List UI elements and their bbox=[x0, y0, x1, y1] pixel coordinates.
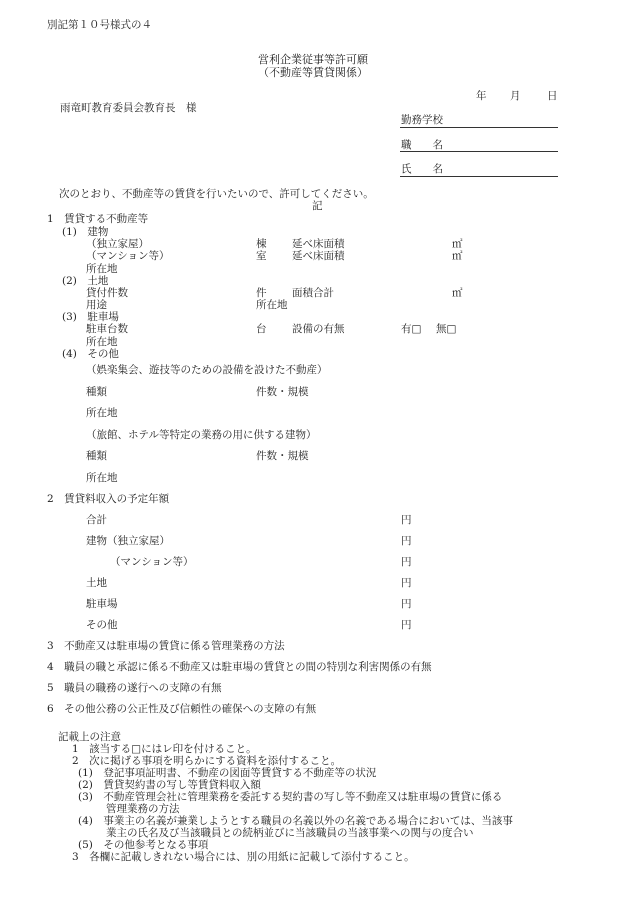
s3-no-checkbox[interactable]: 無□ bbox=[436, 323, 457, 335]
income-land-unit: 円 bbox=[401, 577, 412, 589]
income-total-unit: 円 bbox=[401, 514, 412, 526]
position-line[interactable] bbox=[400, 151, 558, 152]
s3-count: 駐車台数 bbox=[86, 323, 128, 335]
date-day: 日 bbox=[547, 90, 558, 102]
s4-location1: 所在地 bbox=[86, 407, 118, 419]
s1-location: 所在地 bbox=[86, 263, 118, 275]
income-other-unit: 円 bbox=[401, 619, 412, 631]
income-total-label: 合計 bbox=[86, 514, 107, 526]
addressee: 雨竜町教育委員会教育長 様 bbox=[60, 102, 197, 114]
income-parking-unit: 円 bbox=[401, 598, 412, 610]
income-mansion-label: （マンション等） bbox=[110, 556, 194, 568]
s2-location: 所在地 bbox=[256, 299, 288, 311]
note-2-sub1: (1) 登記事項証明書、不動産の図面等賃貸する不動産等の状況 bbox=[78, 767, 377, 779]
s4-type2: 種類 bbox=[86, 450, 107, 462]
s1-detached-area: 延べ床面積 bbox=[292, 238, 345, 250]
s2-land-label: (2) 土地 bbox=[62, 275, 109, 287]
s3-location: 所在地 bbox=[86, 336, 118, 348]
s1-mansion-area: 延べ床面積 bbox=[292, 250, 345, 262]
s1-detached-m2: ㎡ bbox=[452, 238, 463, 250]
s3-yes-checkbox[interactable]: 有□ bbox=[401, 323, 422, 335]
note-1: 1 該当する□にはレ印を付けること。 bbox=[72, 743, 257, 755]
date-month: 月 bbox=[510, 90, 521, 102]
note-2-sub4: (4) 事業主の名義が兼業しようとする職員の名義以外の名義である場合においては、当該事 bbox=[78, 815, 513, 827]
s4-other-label: (4) その他 bbox=[62, 348, 119, 360]
section4-heading: 4 職員の職と承認に係る不動産又は駐車場の賃貸との間の特別な利害関係の有無 bbox=[47, 661, 432, 673]
income-mansion-unit: 円 bbox=[401, 556, 412, 568]
note-2-sub3-cont: 管理業務の方法 bbox=[106, 803, 180, 815]
ki-mark: 記 bbox=[312, 200, 323, 212]
s4-count-scale1: 件数・規模 bbox=[256, 386, 309, 398]
note-3: 3 各欄に記載しきれない場合には、別の用紙に記載して添付すること。 bbox=[72, 851, 415, 863]
section1-heading: 1 賃貸する不動産等 bbox=[47, 213, 149, 225]
section2-heading: 2 賃貸料収入の予定年額 bbox=[47, 493, 170, 505]
notes-heading: 記載上の注意 bbox=[58, 731, 121, 743]
school-line[interactable] bbox=[400, 127, 558, 128]
s4-count-scale2: 件数・規模 bbox=[256, 450, 309, 462]
s1-mansion-unit: 室 bbox=[256, 250, 267, 262]
name-label: 氏 名 bbox=[401, 163, 443, 175]
s1-detached-unit: 棟 bbox=[256, 238, 267, 250]
s4-entertainment: （娯楽集会、遊技等のための設備を設けた不動産） bbox=[86, 364, 328, 376]
intro-text: 次のとおり、不動産等の賃貸を行いたいので、許可してください。 bbox=[59, 188, 374, 200]
form-number: 別記第１０号様式の４ bbox=[47, 19, 152, 31]
s4-type1: 種類 bbox=[86, 386, 107, 398]
s2-m2: ㎡ bbox=[452, 287, 463, 299]
income-land-label: 土地 bbox=[86, 577, 107, 589]
s4-hotel: （旅館、ホテル等特定の業務の用に供する建物） bbox=[86, 429, 317, 441]
note-2-sub4-cont: 業主の氏名及び当該職員との続柄並びに当該職員の当該事業への関与の度合い bbox=[106, 827, 474, 839]
s3-count-unit: 台 bbox=[256, 323, 267, 335]
name-line[interactable] bbox=[400, 176, 558, 177]
section5-heading: 5 職員の職務の遂行への支障の有無 bbox=[47, 682, 222, 694]
s1-detached: （独立家屋） bbox=[86, 238, 149, 250]
section6-heading: 6 その他公務の公正性及び信頼性の確保への支障の有無 bbox=[47, 703, 317, 715]
form-subtitle: （不動産等賃貸関係） bbox=[258, 66, 368, 79]
note-2-sub3: (3) 不動産管理会社に管理業務を委託する契約書の写し等不動産又は駐車場の賃貸に係る bbox=[78, 791, 503, 803]
s1-mansion-m2: ㎡ bbox=[452, 250, 463, 262]
date-year: 年 bbox=[476, 90, 487, 102]
s2-count: 貸付件数 bbox=[86, 287, 128, 299]
income-other-label: その他 bbox=[86, 619, 118, 631]
income-parking-label: 駐車場 bbox=[86, 598, 118, 610]
note-2-sub2: (2) 賃貸契約書の写し等賃貸料収入額 bbox=[78, 779, 261, 791]
s2-count-unit: 件 bbox=[256, 287, 267, 299]
school-label: 勤務学校 bbox=[401, 114, 443, 126]
form-title: 営利企業従事等許可願 bbox=[258, 53, 368, 66]
s2-usage: 用途 bbox=[86, 299, 107, 311]
s1-mansion: （マンション等） bbox=[86, 250, 170, 262]
income-detached-label: 建物（独立家屋） bbox=[86, 535, 170, 547]
note-2-sub5: (5) その他参考となる事項 bbox=[78, 839, 209, 851]
s3-parking-label: (3) 駐車場 bbox=[62, 311, 119, 323]
s2-area-total: 面積合計 bbox=[292, 287, 334, 299]
s1-building-label: (1) 建物 bbox=[62, 226, 109, 238]
position-label: 職 名 bbox=[401, 139, 443, 151]
income-detached-unit: 円 bbox=[401, 535, 412, 547]
section3-heading: 3 不動産又は駐車場の賃貸に係る管理業務の方法 bbox=[47, 640, 285, 652]
note-2: 2 次に掲げる事項を明らかにする資料を添付すること。 bbox=[72, 755, 342, 767]
s4-location2: 所在地 bbox=[86, 472, 118, 484]
s3-facility: 設備の有無 bbox=[292, 323, 345, 335]
